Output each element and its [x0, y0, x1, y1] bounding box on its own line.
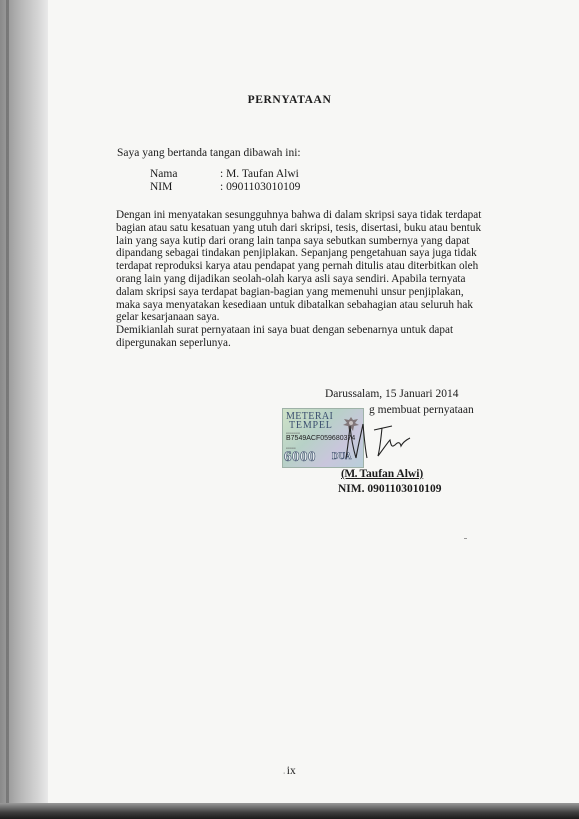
nim-value: : 0901103010109 — [220, 181, 301, 193]
document-title: PERNYATAAN — [247, 94, 332, 106]
paragraph-line: bagian atau satu kesatuan yang utuh dari skripsi, tesis, disertasi, buku atau bentuk — [116, 221, 482, 234]
nim-field — [150, 181, 300, 193]
stamp-microtext: ▪▪▪▪▪▪▪▪▪ — [286, 446, 296, 450]
stamp-line1: METERAI — [286, 411, 334, 422]
signer-nim: NIM. 0901103010109 — [338, 483, 442, 495]
stamp-serial: B7549ACF059680374 — [286, 435, 356, 442]
name-label: Nama — [150, 168, 178, 180]
scan-binding-shadow — [0, 0, 48, 819]
paragraph-line: orang lain yang dijadikan seolah-olah karya asli saya sendiri. Apabila ternyata — [116, 272, 466, 285]
scan-artifact — [464, 538, 467, 539]
statement-paragraph — [116, 209, 502, 350]
maker-label: g membuat pernyataan — [369, 404, 474, 416]
paragraph-line: Dengan ini menyatakan sesungguhnya bahwa di dalam skripsi saya tidak terdapat — [116, 209, 482, 221]
paragraph-line: lain yang saya kutip dari orang lain tanpa saya sebutkan sumbernya yang dapat — [116, 234, 470, 247]
signer-name-text: Taufan Alwi) — [359, 468, 424, 480]
stamp-value-small: DUA — [332, 451, 352, 461]
page-number: . ix — [283, 765, 296, 777]
paragraph-line: Demikianlah surat pernyataan ini saya buat dengan sebenarnya untuk dapat — [116, 324, 454, 337]
name-value: : M. Taufan Alwi — [220, 168, 299, 180]
stamp-microtext: ▪▪▪▪▪▪▪▪▪▪▪▪▪ — [286, 431, 300, 435]
paragraph-line: terdapat reproduksi karya atau pendapat yang pernah ditulis atau diterbitkan oleh — [116, 260, 479, 273]
signer-name: (M. Taufan Alwi) — [341, 468, 424, 480]
paragraph-line: dipandang sebagai tindakan penjiplakan. Sepanjang pengetahuan saya juga tidak — [116, 247, 477, 260]
scan-bottom-edge — [0, 803, 579, 819]
nim-label: NIM — [150, 181, 173, 193]
stamp-value: 6000 — [284, 449, 316, 465]
handwritten-signature — [340, 418, 420, 463]
paragraph-line: dalam skripsi saya terdapat bagian-bagian yang memenuhi unsur penjiplakan, — [116, 285, 464, 298]
place-date: Darussalam, 15 Januari 2014 — [325, 388, 459, 400]
paragraph-line: gelar kesarjanaan saya. — [116, 311, 220, 324]
page-number-text: ix — [286, 765, 296, 777]
stamp-line2: TEMPEL — [289, 420, 333, 431]
paragraph-line: dipergunakan seperlunya. — [116, 336, 231, 349]
intro-text: Saya yang bertanda tangan dibawah ini: — [117, 147, 301, 159]
name-field — [150, 168, 299, 180]
paragraph-line: maka saya menyatakan kesediaan untuk dibatalkan sebahagian atau seluruh hak — [116, 298, 473, 311]
